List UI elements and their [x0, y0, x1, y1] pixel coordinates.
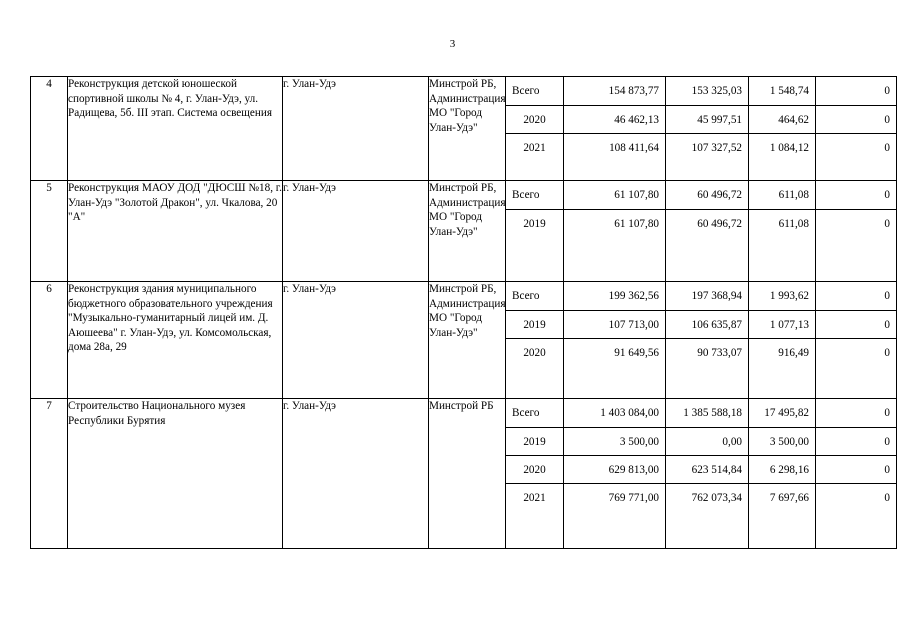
funding-table: [30, 76, 897, 549]
other-cell: 0: [884, 407, 890, 419]
regional-cell: 1 993,62: [769, 290, 809, 302]
location: г. Улан-Удэ: [283, 181, 429, 282]
location: г. Улан-Удэ: [283, 399, 429, 549]
object-name: Реконструкция здания муниципального бюджетного образовательного учреждения "Музыкально-гуманитарный лицей им. Д. Аюшеева" г. Улан-Удэ, ул. Комсомольская, дома 28а, 29: [68, 282, 283, 399]
object-name: Реконструкция МАОУ ДОД "ДЮСШ №18, г. Улан-Удэ "Золотой Дракон", ул. Чкалова, 20 "А": [68, 181, 283, 282]
federal-cell: 0,00: [666, 427, 748, 455]
object-name: Строительство Национального музея Республики Бурятия: [68, 399, 283, 549]
year-cell: 2019: [506, 209, 563, 237]
federal-cell: 60 496,72: [697, 189, 742, 201]
row-number: 5: [31, 181, 68, 282]
total-cell-group: [564, 282, 666, 399]
table-row: [31, 282, 897, 399]
year-cell: 2021: [506, 133, 563, 161]
year-cell: Всего: [512, 290, 540, 302]
federal-cell: 107 327,52: [666, 133, 748, 161]
total-cell-group: [564, 77, 666, 181]
regional-cell-group: [749, 181, 816, 282]
other-cell: 0: [816, 310, 896, 338]
table-row: [31, 181, 897, 282]
other-cell-group: [816, 282, 897, 399]
total-cell: 199 362,56: [608, 290, 659, 302]
other-cell: 0: [816, 338, 896, 366]
regional-cell: 464,62: [749, 105, 815, 133]
regional-cell: 1 077,13: [749, 310, 815, 338]
regional-cell: 611,08: [749, 209, 815, 237]
total-cell: 46 462,13: [564, 105, 665, 133]
regional-cell: 1 084,12: [749, 133, 815, 161]
federal-cell: 623 514,84: [666, 455, 748, 483]
table-row: [31, 77, 897, 181]
other-cell: 0: [816, 483, 896, 511]
regional-cell: 6 298,16: [749, 455, 815, 483]
table-row: [31, 399, 897, 549]
other-cell-group: [816, 399, 897, 549]
year-cell: 2021: [506, 483, 563, 511]
federal-cell: 45 997,51: [666, 105, 748, 133]
total-cell: 629 813,00: [564, 455, 665, 483]
row-number: 4: [31, 77, 68, 181]
regional-cell: 611,08: [778, 189, 809, 201]
regional-cell: 1 548,74: [769, 85, 809, 97]
responsible-party: Минстрой РБ: [429, 399, 506, 549]
federal-cell-group: [666, 399, 749, 549]
total-cell: 154 873,77: [608, 85, 659, 97]
federal-cell-group: [666, 282, 749, 399]
year-cell-group: [506, 77, 564, 181]
total-cell: 769 771,00: [564, 483, 665, 511]
year-cell: 2020: [506, 338, 563, 366]
federal-cell: 60 496,72: [666, 209, 748, 237]
year-cell: 2020: [506, 455, 563, 483]
other-cell: 0: [884, 290, 890, 302]
row-number: 7: [31, 399, 68, 549]
other-cell: 0: [816, 209, 896, 237]
regional-cell: 3 500,00: [749, 427, 815, 455]
year-cell: Всего: [512, 189, 540, 201]
other-cell-group: [816, 77, 897, 181]
year-cell-group: [506, 282, 564, 399]
regional-cell-group: [749, 77, 816, 181]
regional-cell: 916,49: [749, 338, 815, 366]
federal-cell: 90 733,07: [666, 338, 748, 366]
federal-cell-group: [666, 181, 749, 282]
responsible-party: Минстрой РБ, Администрация МО "Город Улан-Удэ": [429, 77, 506, 181]
total-cell-group: [564, 399, 666, 549]
responsible-party: Минстрой РБ, Администрация МО "Город Улан-Удэ": [429, 282, 506, 399]
year-cell: Всего: [512, 85, 540, 97]
total-cell: 91 649,56: [564, 338, 665, 366]
page-number: 3: [449, 38, 456, 50]
total-cell: 3 500,00: [564, 427, 665, 455]
regional-cell: 17 495,82: [764, 407, 809, 419]
location: г. Улан-Удэ: [283, 77, 429, 181]
regional-cell: 7 697,66: [749, 483, 815, 511]
total-cell: 61 107,80: [614, 189, 659, 201]
year-cell: 2019: [506, 310, 563, 338]
other-cell: 0: [816, 105, 896, 133]
federal-cell: 153 325,03: [691, 85, 742, 97]
year-cell: Всего: [512, 407, 540, 419]
federal-cell: 762 073,34: [666, 483, 748, 511]
other-cell: 0: [816, 427, 896, 455]
other-cell: 0: [816, 455, 896, 483]
federal-cell-group: [666, 77, 749, 181]
total-cell: 108 411,64: [564, 133, 665, 161]
total-cell: 1 403 084,00: [600, 407, 659, 419]
other-cell-group: [816, 181, 897, 282]
federal-cell: 197 368,94: [691, 290, 742, 302]
regional-cell-group: [749, 282, 816, 399]
row-number: 6: [31, 282, 68, 399]
year-cell-group: [506, 181, 564, 282]
regional-cell-group: [749, 399, 816, 549]
other-cell: 0: [816, 133, 896, 161]
total-cell-group: [564, 181, 666, 282]
total-cell: 107 713,00: [564, 310, 665, 338]
other-cell: 0: [884, 85, 890, 97]
federal-cell: 1 385 588,18: [683, 407, 742, 419]
total-cell: 61 107,80: [564, 209, 665, 237]
year-cell: 2019: [506, 427, 563, 455]
federal-cell: 106 635,87: [666, 310, 748, 338]
location: г. Улан-Удэ: [283, 282, 429, 399]
year-cell-group: [506, 399, 564, 549]
responsible-party: Минстрой РБ, Администрация МО "Город Улан-Удэ": [429, 181, 506, 282]
other-cell: 0: [884, 189, 890, 201]
year-cell: 2020: [506, 105, 563, 133]
object-name: Реконструкция детской юношеской спортивной школы № 4, г. Улан-Удэ, ул. Радищева, 5б. III этап. Система освещения: [68, 77, 283, 181]
